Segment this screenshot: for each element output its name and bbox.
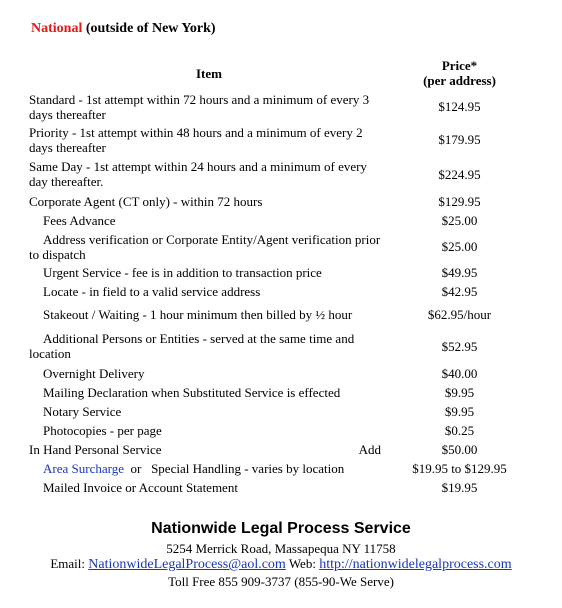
row-item-cell	[29, 459, 389, 478]
price-table	[29, 56, 530, 497]
row-item: Fees Advance	[43, 213, 116, 228]
table-row	[29, 301, 530, 328]
heading-highlight: National	[31, 21, 83, 36]
row-item-cell	[29, 364, 389, 383]
area-surcharge-link[interactable]: Area Surcharge	[43, 461, 124, 476]
table-row	[29, 192, 530, 211]
table-row	[29, 383, 530, 402]
table-row	[29, 211, 530, 230]
table-row	[29, 263, 530, 282]
row-price: $62.95/hour	[427, 307, 492, 322]
row-price: $0.25	[444, 423, 475, 438]
row-price: $25.00	[441, 213, 478, 228]
row-price: $50.00	[441, 442, 478, 457]
row-item: Notary Service	[43, 404, 122, 419]
table-row	[29, 459, 530, 478]
row-or: or	[130, 461, 142, 476]
row-item: Additional Persons or Entities - served at the same time and location	[29, 331, 355, 361]
row-price: $179.95	[438, 132, 481, 147]
email-label: Email:	[50, 556, 85, 571]
row-item: Photocopies - per page	[43, 423, 162, 438]
row-item: Corporate Agent (CT only) - within 72 hours	[29, 194, 263, 209]
row-item-cell	[29, 402, 389, 421]
table-row	[29, 402, 530, 421]
row-item: Address verification or Corporate Entity/Agent verification prior to dispatch	[29, 231, 381, 262]
row-price: $224.95	[438, 166, 481, 182]
table-row	[29, 440, 530, 459]
table-row	[29, 90, 530, 123]
table-row	[29, 328, 530, 364]
column-header-item: Item	[196, 65, 222, 81]
row-item: Priority - 1st attempt within 48 hours and a minimum of every 2 days thereafter	[29, 124, 363, 155]
contact-line	[0, 556, 562, 573]
row-item: Overnight Delivery	[43, 366, 145, 381]
row-item-wrapper	[29, 461, 389, 476]
toll-free-phone: Toll Free 855 909-3737 (855-90-We Serve)	[168, 574, 394, 589]
row-item: Stakeout / Waiting - 1 hour minimum then billed by ½ hour	[43, 307, 353, 322]
table-row	[29, 364, 530, 383]
row-item: Same Day - 1st attempt within 24 hours and a minimum of every day thereafter.	[29, 159, 367, 189]
row-price: $42.95	[441, 284, 478, 299]
table-row	[29, 123, 530, 156]
row-item-cell	[29, 328, 389, 364]
table-row	[29, 230, 530, 263]
web-label: Web:	[288, 556, 316, 571]
row-price: $124.95	[438, 99, 481, 114]
table-row	[29, 156, 530, 192]
row-item: Mailing Declaration when Substituted Service is effected	[43, 385, 341, 400]
row-item-cell	[29, 282, 389, 301]
row-item-cell	[29, 421, 389, 440]
web-link[interactable]: http://nationwidelegalprocess.com	[319, 557, 512, 572]
section-heading	[31, 21, 216, 37]
row-item: Standard - 1st attempt within 72 hours and a minimum of every 3 days thereafter	[29, 91, 370, 122]
column-header-price	[389, 56, 530, 90]
row-item-cell	[29, 230, 389, 263]
company-address: 5254 Merrick Road, Massapequa NY 11758	[166, 541, 396, 556]
table-row	[29, 421, 530, 440]
email-link[interactable]: NationwideLegalProcess@aol.com	[88, 557, 286, 572]
row-item-cell	[29, 383, 389, 402]
row-item: Special Handling - varies by location	[151, 461, 345, 476]
row-price: $9.95	[444, 404, 475, 419]
row-item-cell	[29, 211, 389, 230]
table-row	[29, 478, 530, 497]
price-header-line-1: Price*	[441, 58, 478, 73]
row-item: Mailed Invoice or Account Statement	[43, 480, 238, 495]
row-item: Urgent Service - fee is in addition to transaction price	[43, 265, 322, 280]
row-add-label: Add	[358, 442, 381, 457]
row-item: Locate - in field to a valid service address	[43, 284, 261, 299]
row-price: $9.95	[444, 385, 475, 400]
row-price: $129.95	[438, 194, 481, 209]
row-item: In Hand Personal Service	[29, 442, 162, 457]
table-header-row	[29, 56, 530, 90]
row-item-cell	[29, 478, 389, 497]
heading-rest: (outside of New York)	[82, 21, 216, 36]
table-row	[29, 282, 530, 301]
row-item-cell	[29, 301, 389, 328]
price-header-line-2: (per address)	[423, 73, 496, 88]
row-price: $25.00	[441, 239, 478, 254]
row-price: $52.95	[441, 338, 478, 354]
row-price: $40.00	[441, 366, 478, 381]
row-item-cell	[29, 263, 389, 282]
row-price: $19.95	[441, 480, 478, 495]
row-price: $49.95	[441, 265, 478, 280]
row-item-cell	[29, 440, 389, 459]
row-price: $19.95 to $129.95	[412, 461, 507, 476]
company-name: Nationwide Legal Process Service	[151, 520, 411, 537]
